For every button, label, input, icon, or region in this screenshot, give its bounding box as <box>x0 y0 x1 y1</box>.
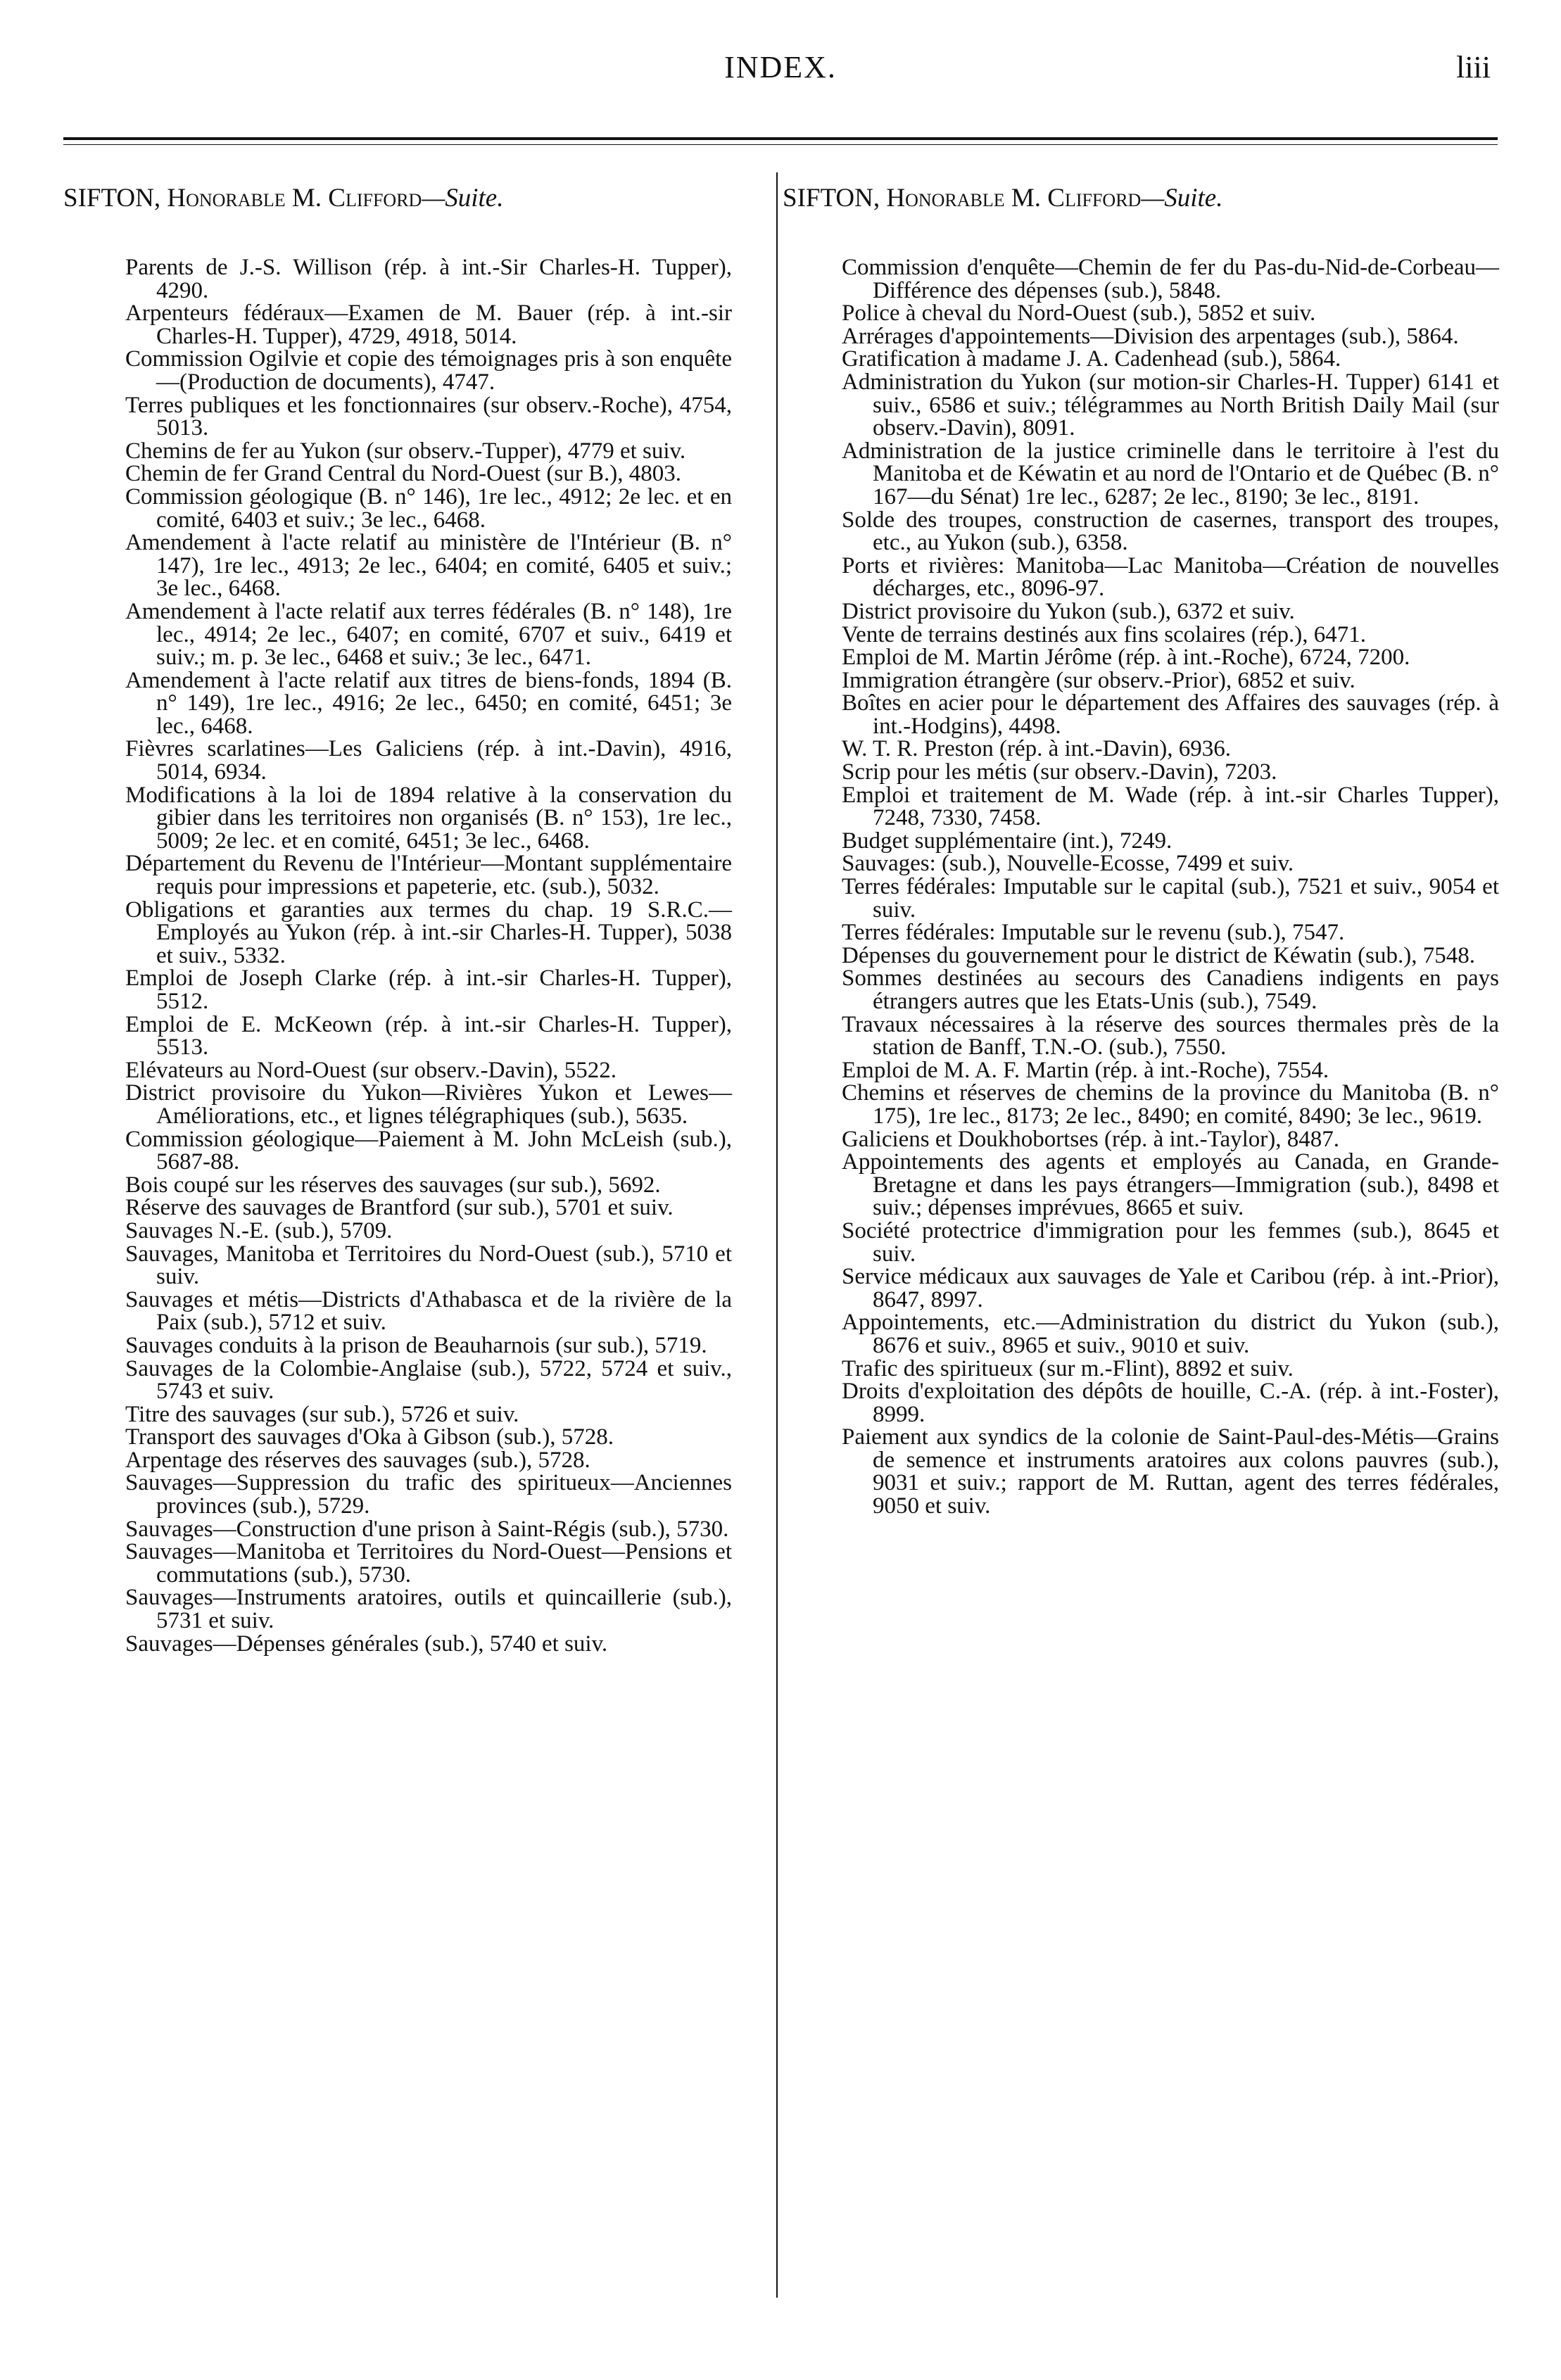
right-column <box>783 184 1499 1518</box>
index-entry: W. T. R. Preston (rép. à int.-Davin), 6936. <box>842 736 1231 762</box>
index-entry: Boîtes en acier pour le département des Affaires des sauvages (rép. à int.-Hodgins), 4498. <box>842 690 1499 739</box>
index-entry: Service médicaux aux sauvages de Yale et Caribou (rép. à int.-Prior), 8647, 8997. <box>842 1264 1499 1312</box>
index-entry: Arrérages d'appointements—Division des arpentages (sub.), 5864. <box>842 323 1459 349</box>
index-entry: Sauvages—Dépenses générales (sub.), 5740 et suiv. <box>125 1631 608 1657</box>
left-column-heading <box>63 184 732 213</box>
index-entry: Commission Ogilvie et copie des témoignages pris à son enquête—(Production de documents), 4747. <box>125 346 732 395</box>
index-entry: Réserve des sauvages de Brantford (sur sub.), 5701 et suiv. <box>125 1195 674 1221</box>
index-entry: Sauvages de la Colombie-Anglaise (sub.), 5722, 5724 et suiv., 5743 et suiv. <box>125 1355 732 1405</box>
index-entry: Chemins et réserves de chemins de la province du Manitoba (B. n° 175), 1re lec., 8173; 2e lec., 8490; en comité, 8490; 3e lec., 9619. <box>842 1080 1499 1129</box>
index-entry: Administration du Yukon (sur motion-sir Charles-H. Tupper) 6141 et suiv., 6586 et suiv.; télégrammes au North British Daily Mail (sur observ.-Davin), 8091. <box>842 369 1499 441</box>
right-entries <box>783 256 1499 1518</box>
index-entry: Sauvages conduits à la prison de Beauharnois (sur sub.), 5719. <box>125 1332 707 1358</box>
index-entry: Administration de la justice criminelle dans le territoire à l'est du Manitoba et de Kéwatin et au nord de l'Ontario et de Québec (B. n° 167—du Sénat) 1re lec., 6287; 2e lec., 8190; 3e lec., 8191. <box>842 438 1499 509</box>
index-entry: Trafic des spiritueux (sur m.-Flint), 8892 et suiv. <box>842 1355 1294 1381</box>
index-entry: Transport des sauvages d'Oka à Gibson (sub.), 5728. <box>125 1424 614 1450</box>
index-entry: Sauvages—Manitoba et Territoires du Nord-Ouest—Pensions et commutations (sub.), 5730. <box>125 1539 732 1588</box>
header-rule-thin <box>63 144 1498 145</box>
index-entry: Société protectrice d'immigration pour les femmes (sub.), 8645 et suiv. <box>842 1217 1499 1267</box>
right-column-heading <box>783 184 1499 213</box>
index-entry: Sauvages N.-E. (sub.), 5709. <box>125 1217 393 1243</box>
index-entry: Bois coupé sur les réserves des sauvages (sur sub.), 5692. <box>125 1172 661 1198</box>
index-entry: Solde des troupes, construction de casernes, transport des troupes, etc., au Yukon (sub.), 6358. <box>842 507 1499 556</box>
index-entry: Sauvages et métis—Districts d'Athabasca et de la rivière de la Paix (sub.), 5712 et suiv. <box>125 1286 732 1336</box>
index-entry: Vente de terrains destinés aux fins scolaires (rép.), 6471. <box>842 621 1367 647</box>
index-entry: Département du Revenu de l'Intérieur—Montant supplémentaire requis pour impressions et papeterie, etc. (sub.), 5032. <box>125 851 732 900</box>
left-entries <box>63 256 732 1655</box>
index-entry: Galiciens et Doukhobortses (rép. à int.-Taylor), 8487. <box>842 1126 1340 1152</box>
heading-continued: —Suite. <box>422 184 504 213</box>
index-entry: Budget supplémentaire (int.), 7249. <box>842 828 1173 854</box>
index-entry: Terres fédérales: Imputable sur le revenu (sub.), 7547. <box>842 920 1345 946</box>
index-entry: Elévateurs au Nord-Ouest (sur observ.-Davin), 5522. <box>125 1057 617 1083</box>
index-entry: Sauvages—Suppression du trafic des spiritueux—Anciennes provinces (sub.), 5729. <box>125 1470 732 1519</box>
index-entry: Arpenteurs fédéraux—Examen de M. Bauer (rép. à int.-sir Charles-H. Tupper), 4729, 4918, 5014. <box>125 300 732 349</box>
index-entry: Chemin de fer Grand Central du Nord-Ouest (sur B.), 4803. <box>125 461 681 487</box>
index-entry: Travaux nécessaires à la réserve des sources thermales près de la station de Banff, T.N.-O. (sub.), 7550. <box>842 1011 1499 1061</box>
heading-continued: —Suite. <box>1141 184 1223 213</box>
index-entry: Amendement à l'acte relatif au ministère de l'Intérieur (B. n° 147), 1re lec., 4913; 2e lec., 6404; en comité, 6405 et suiv.; 3e lec., 6468. <box>125 530 732 602</box>
page-header <box>0 49 1561 106</box>
index-entry: Amendement à l'acte relatif aux titres de biens-fonds, 1894 (B. n° 149), 1re lec., 4916; 2e lec., 6450; en comité, 6451; 3e lec., 6468. <box>125 667 732 739</box>
heading-subtitle: Honorable M. Clifford <box>886 184 1142 213</box>
index-entry: Sauvages, Manitoba et Territoires du Nord-Ouest (sub.), 5710 et suiv. <box>125 1241 732 1290</box>
index-entry: Paiement aux syndics de la colonie de Saint-Paul-des-Métis—Grains de semence et instruments aratoires aux colons pauvres (sub.), 9031 et suiv.; rapport de M. Ruttan, agent des terres fédérales, 9050 et suiv. <box>842 1424 1499 1519</box>
index-entry: Modifications à la loi de 1894 relative à la conservation du gibier dans les territoires non organisés (B. n° 153), 1re lec., 5009; 2e lec. et en comité, 6451; 3e lec., 6468. <box>125 782 732 854</box>
index-entry: District provisoire du Yukon—Rivières Yukon et Lewes—Améliorations, etc., et lignes télégraphiques (sub.), 5635. <box>125 1080 732 1129</box>
index-entry: Obligations et garanties aux termes du chap. 19 S.R.C.—Employés au Yukon (rép. à int.-sir Charles-H. Tupper), 5038 et suiv., 5332. <box>125 897 732 968</box>
index-entry: Commission d'enquête—Chemin de fer du Pas-du-Nid-de-Corbeau—Différence des dépenses (sub.), 5848. <box>842 255 1499 303</box>
index-entry: Emploi de M. Martin Jérôme (rép. à int.-Roche), 6724, 7200. <box>842 645 1410 671</box>
index-entry: Emploi de Joseph Clarke (rép. à int.-sir Charles-H. Tupper), 5512. <box>125 966 732 1014</box>
index-entry: Parents de J.-S. Willison (rép. à int.-Sir Charles-H. Tupper), 4290. <box>125 255 732 303</box>
running-title: INDEX. <box>724 50 837 84</box>
index-entry: Terres fédérales: Imputable sur le capital (sub.), 7521 et suiv., 9054 et suiv. <box>842 874 1499 923</box>
heading-name: SIFTON, <box>783 184 880 213</box>
index-entry: Ports et rivières: Manitoba—Lac Manitoba—Création de nouvelles décharges, etc., 8096-97. <box>842 552 1499 602</box>
index-entry: Sauvages: (sub.), Nouvelle-Ecosse, 7499 et suiv. <box>842 851 1294 877</box>
heading-name: SIFTON, <box>63 184 161 213</box>
index-entry: Sauvages—Construction d'une prison à Saint-Régis (sub.), 5730. <box>125 1516 729 1542</box>
index-entry: Terres publiques et les fonctionnaires (sur observ.-Roche), 4754, 5013. <box>125 392 732 441</box>
index-entry: Appointements des agents et employés au Canada, en Grande-Bretagne et dans les pays étrangers—Immigration (sub.), 8498 et suiv.; dépenses imprévues, 8665 et suiv. <box>842 1149 1499 1221</box>
index-entry: Police à cheval du Nord-Ouest (sub.), 5852 et suiv. <box>842 300 1316 327</box>
index-entry: Emploi et traitement de M. Wade (rép. à int.-sir Charles Tupper), 7248, 7330, 7458. <box>842 782 1499 831</box>
header-rule-thick <box>63 137 1498 140</box>
index-entry: Sauvages—Instruments aratoires, outils et quincaillerie (sub.), 5731 et suiv. <box>125 1585 732 1634</box>
index-entry: Droits d'exploitation des dépôts de houille, C.-A. (rép. à int.-Foster), 8999. <box>842 1379 1499 1427</box>
page-number: liii <box>1456 50 1491 84</box>
index-entry: Emploi de E. McKeown (rép. à int.-sir Charles-H. Tupper), 5513. <box>125 1011 732 1061</box>
index-entry: Appointements, etc.—Administration du district du Yukon (sub.), 8676 et suiv., 8965 et suiv., 9010 et suiv. <box>842 1310 1499 1358</box>
index-entry: Amendement à l'acte relatif aux terres fédérales (B. n° 148), 1re lec., 4914; 2e lec., 6407; en comité, 6707 et suiv., 6419 et suiv.; m. p. 3e lec., 6468 et suiv.; 3e lec., 6471. <box>125 598 732 671</box>
index-entry: Chemins de fer au Yukon (sur observ.-Tupper), 4779 et suiv. <box>125 438 686 464</box>
index-entry: Emploi de M. A. F. Martin (rép. à int.-Roche), 7554. <box>842 1057 1329 1083</box>
index-entry: Immigration étrangère (sur observ.-Prior), 6852 et suiv. <box>842 667 1355 693</box>
index-entry: Arpentage des réserves des sauvages (sub.), 5728. <box>125 1447 590 1473</box>
index-entry: Gratification à madame J. A. Cadenhead (sub.), 5864. <box>842 346 1341 372</box>
index-entry: Sommes destinées au secours des Canadiens indigents en pays étrangers autres que les Etats-Unis (sub.), 7549. <box>842 966 1499 1014</box>
left-column <box>63 184 732 1655</box>
heading-subtitle: Honorable M. Clifford <box>167 184 422 213</box>
index-entry: Titre des sauvages (sur sub.), 5726 et suiv. <box>125 1401 519 1427</box>
index-entry: Commission géologique—Paiement à M. John McLeish (sub.), 5687-88. <box>125 1126 732 1175</box>
index-entry: Scrip pour les métis (sur observ.-Davin), 7203. <box>842 759 1277 785</box>
index-entry: Commission géologique (B. n° 146), 1re lec., 4912; 2e lec. et en comité, 6403 et suiv.; 3e lec., 6468. <box>125 483 732 533</box>
index-entry: District provisoire du Yukon (sub.), 6372 et suiv. <box>842 598 1295 624</box>
index-entry: Fièvres scarlatines—Les Galiciens (rép. à int.-Davin), 4916, 5014, 6934. <box>125 736 732 785</box>
column-divider <box>776 172 778 2298</box>
index-entry: Dépenses du gouvernement pour le district de Kéwatin (sub.), 7548. <box>842 942 1475 968</box>
